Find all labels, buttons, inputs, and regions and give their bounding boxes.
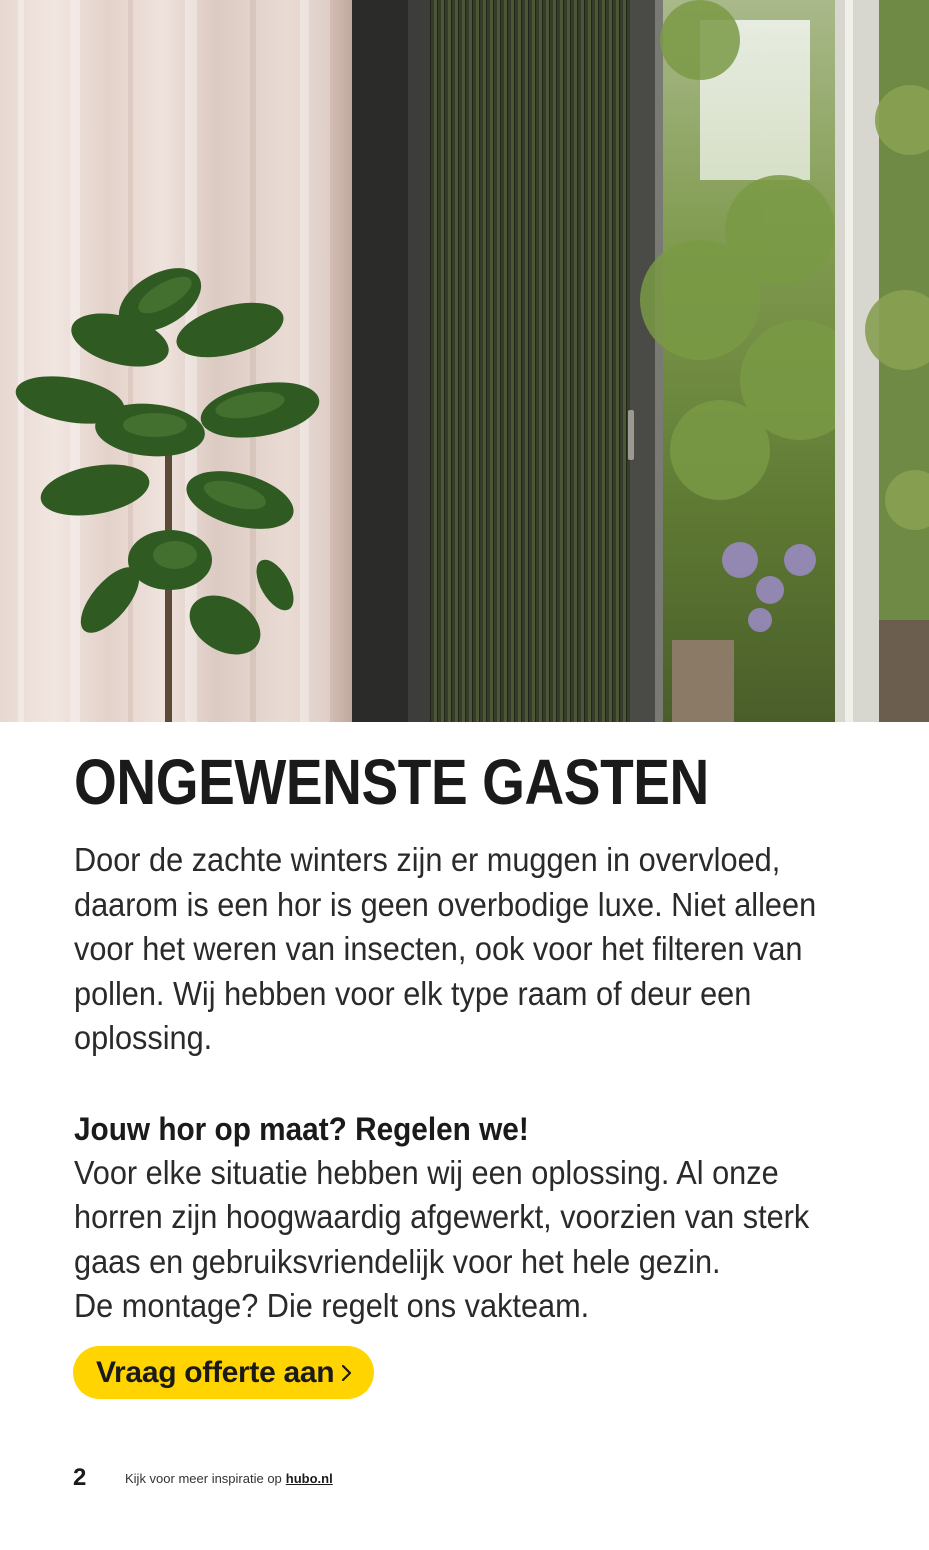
section-subhead: Jouw hor op maat? Regelen we! [74,1110,529,1147]
page-title: ONGEWENSTE GASTEN [74,746,709,818]
body-line: De montage? Die regelt ons vakteam. [74,1287,590,1324]
request-quote-button[interactable] [73,1346,374,1399]
footer-text: Kijk voor meer inspiratie op [125,1470,282,1486]
body-line: horren zijn hoogwaardig afgewerkt, voorzien van sterk [74,1198,810,1235]
article [74,740,864,1329]
website-link[interactable]: hubo.nl [285,1470,333,1486]
intro-line: pollen. Wij hebben voor elk type raam of deur een [74,974,752,1012]
intro-line: oplossing. [74,1019,213,1056]
body-paragraph [74,1151,865,1329]
body-line: gaas en gebruiksvriendelijk voor het hele gezin. [74,1242,721,1280]
intro-paragraph [74,838,865,1061]
page-number: 2 [73,1464,87,1491]
intro-line: daarom is een hor is geen overbodige luxe. Niet alleen [74,885,817,923]
request-quote-label: Vraag offerte aan [96,1355,335,1389]
body-line: Voor elke situatie hebben wij een oplossing. Al onze [74,1153,779,1191]
intro-line: Door de zachte winters zijn er muggen in overvloed, [74,841,781,878]
chevron-right-icon [340,1362,354,1384]
page-footer [73,1464,333,1492]
hero-photo [0,0,929,722]
intro-line: voor het weren van insecten, ook voor het filteren van [74,930,803,967]
